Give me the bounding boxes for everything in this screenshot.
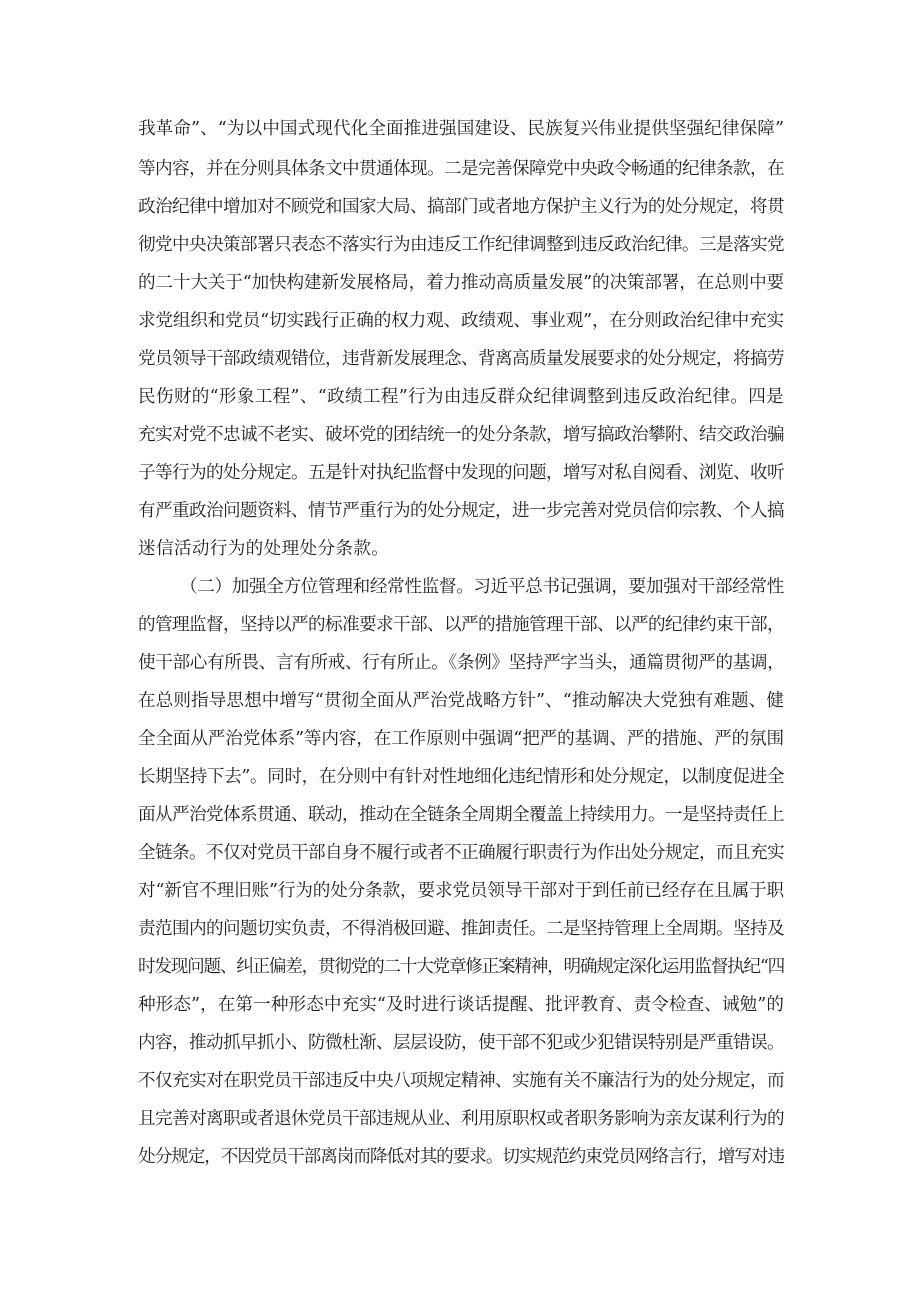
text-line: 求党组织和党员“切实践行正确的权力观、政绩观、事业观”，在分则政治纪律中充实	[138, 311, 784, 331]
text-line: 时发现问题、纠正偏差，贯彻党的二十大党章修正案精神，明确规定深化运用监督执纪“四	[138, 957, 784, 977]
text-line: 长期坚持下去”。同时，在分则中有针对性地细化违纪情形和处分规定，以制度促进全	[138, 767, 784, 787]
text-line: 政治纪律中增加对不顾党和国家大局、搞部门或者地方保护主义行为的处分规定，将贯	[138, 197, 784, 217]
text-line: 对“新官不理旧账”行为的处分条款，要求党员领导干部对于到任前已经存在且属于职	[138, 881, 784, 901]
text-line: 有严重政治问题资料、情节严重行为的处分规定，进一步完善对党员信仰宗教、个人搞	[138, 501, 784, 521]
text-line: 且完善对离职或者退休党员干部违规从业、利用原职权或者职务影响为亲友谋利行为的	[138, 1109, 784, 1129]
text-line: 使干部心有所畏、言有所戒、行有所止。《条例》坚持严字当头，通篇贯彻严的基调，	[138, 653, 785, 673]
text-line: 彻党中央决策部署只表态不落实行为由违反工作纪律调整到违反政治纪律。三是落实党	[138, 235, 784, 255]
text-line: 责范围内的问题切实负责，不得消极回避、推卸责任。二是坚持管理上全周期。坚持及	[138, 919, 784, 939]
text-line: 种形态”，在第一种形态中充实“及时进行谈话提醒、批评教育、责令检查、诫勉”的	[138, 995, 784, 1015]
text-line: 党员领导干部政绩观错位，违背新发展理念、背离高质量发展要求的处分规定，将搞劳	[138, 349, 784, 369]
paragraph-last-line: 迷信活动行为的处理处分条款。	[138, 539, 390, 559]
text-line: 全链条。不仅对党员干部自身不履行或者不正确履行职责行为作出处分规定，而且充实	[138, 843, 784, 863]
text-line: 民伤财的“形象工程”、“政绩工程”行为由违反群众纪律调整到违反政治纪律。四是	[138, 387, 784, 407]
text-line: 面从严治党体系贯通、联动，推动在全链条全周期全覆盖上持续用力。一是坚持责任上	[138, 805, 784, 825]
text-line: 的二十大关于“加快构建新发展格局，着力推动高质量发展”的决策部署，在总则中要	[138, 273, 784, 293]
text-line: 的管理监督，坚持以严的标准要求干部、以严的措施管理干部、以严的纪律约束干部，	[138, 615, 784, 635]
text-line: 全全面从严治党体系”等内容，在工作原则中强调“把严的基调、严的措施、严的氛围	[138, 729, 784, 749]
text-line: 充实对党不忠诚不老实、破坏党的团结统一的处分条款，增写搞政治攀附、结交政治骗	[138, 425, 784, 445]
text-line: 子等行为的处分规定。五是针对执纪监督中发现的问题，增写对私自阅看、浏览、收听	[138, 463, 784, 483]
text-line: 我革命”、“为以中国式现代化全面推进强国建设、民族复兴伟业提供坚强纪律保障”	[138, 119, 784, 139]
paragraph-heading-line: （二）加强全方位管理和经常性监督。习近平总书记强调，要加强对干部经常性	[180, 577, 784, 597]
text-line: 内容，推动抓早抓小、防微杜渐、层层设防，使干部不犯或少犯错误特别是严重错误。	[138, 1033, 784, 1053]
text-line: 处分规定，不因党员干部离岗而降低对其的要求。切实规范约束党员网络言行，增写对违	[138, 1147, 784, 1167]
text-line: 不仅充实对在职党员干部违反中央八项规定精神、实施有关不廉洁行为的处分规定，而	[138, 1071, 784, 1091]
text-line: 等内容，并在分则具体条文中贯通体现。二是完善保障党中央政令畅通的纪律条款，在	[138, 159, 784, 179]
text-line: 在总则指导思想中增写“贯彻全面从严治党战略方针”、“推动解决大党独有难题、健	[138, 691, 784, 711]
